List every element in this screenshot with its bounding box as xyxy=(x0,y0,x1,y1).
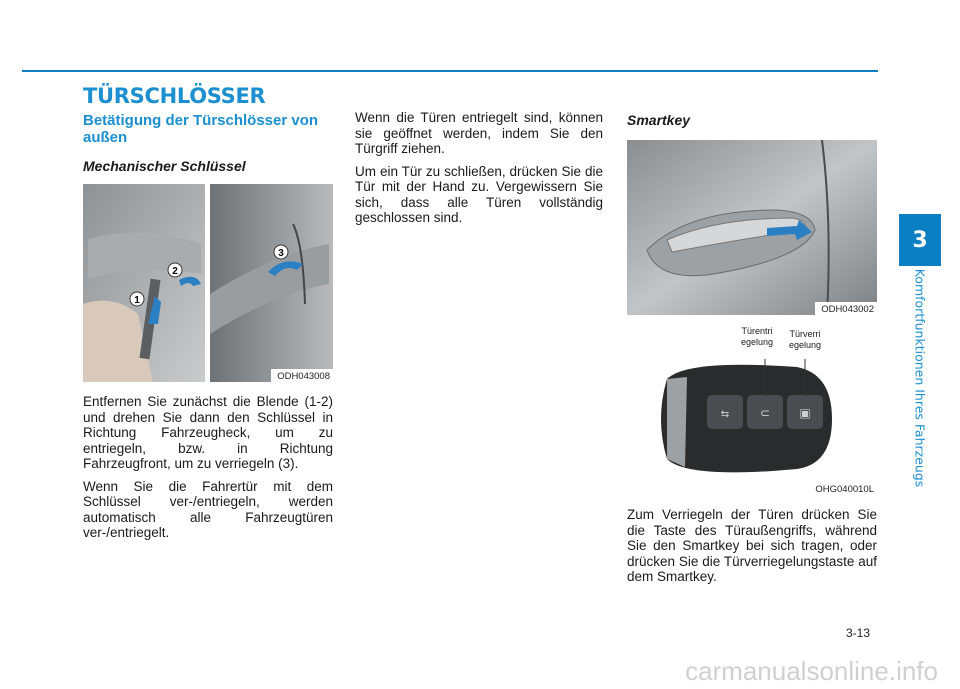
mechanical-key-illustration xyxy=(83,184,333,382)
callout-2-text: 2 xyxy=(172,266,178,277)
lock-icon: ▣ xyxy=(799,406,811,420)
unlock-icon: ⊂ xyxy=(759,406,771,420)
chapter-tab: 3 xyxy=(899,214,941,266)
left-heading: Betätigung der Türschlösser von außen xyxy=(83,112,319,146)
figure-label-odh043008: ODH043008 xyxy=(271,369,333,382)
smartkey-heading: Smartkey xyxy=(627,112,691,128)
door-handle-illustration xyxy=(627,140,877,315)
door-handle-figure xyxy=(627,140,877,315)
key-unlock-label: Türentri egelung xyxy=(740,326,774,347)
figure-label-ohg040010l: OHG040010L xyxy=(809,482,877,495)
left-paragraph-2: Wenn Sie die Fahrertür mit dem Schlüssel ver-/entriegeln, werden automatisch alle Fahrzeugtüren ver-/entriegelt. xyxy=(83,478,333,540)
left-column xyxy=(83,110,333,548)
middle-column xyxy=(355,110,603,233)
mechanical-key-figure xyxy=(83,184,333,382)
section-title: TÜRSCHLÖSSER xyxy=(83,84,266,108)
middle-paragraph-2: Um ein Tür zu schließen, drücken Sie die Tür mit der Hand zu. Vergewissern Sie sich, dass alle Türen vollständig geschlossen sind. xyxy=(355,163,603,225)
middle-paragraph-1: Wenn die Türen entriegelt sind, können sie geöffnet werden, indem Sie den Türgriff ziehen. xyxy=(355,110,603,156)
top-rule xyxy=(22,70,878,72)
trunk-icon: ⇆ xyxy=(720,409,730,420)
mechanical-key-heading: Mechanischer Schlüssel xyxy=(83,158,246,174)
smartkey-figure xyxy=(627,319,877,495)
key-lock-label: Türverri egelung xyxy=(788,329,822,350)
right-column xyxy=(627,110,877,592)
watermark: carmanualsonline.info xyxy=(685,656,938,686)
left-paragraph-1: Entfernen Sie zunächst die Blende (1-2) und drehen Sie dann den Schlüssel in Richtung Fahrzeugheck, um zu entriegeln, bzw. in Richtung Fahrzeugfront, um zu verriegeln (3). xyxy=(83,394,333,471)
callout-1-text: 1 xyxy=(134,295,140,306)
callout-3-text: 3 xyxy=(278,248,284,259)
figure-label-odh043002: ODH043002 xyxy=(815,302,877,315)
right-paragraph: Zum Verriegeln der Türen drücken Sie die Taste des Türaußengriffs, während Sie den Smartkey bei sich tragen, oder drücken Sie die Türverriegelungstaste auf dem Smartkey. xyxy=(627,507,877,584)
key-fob-chrome xyxy=(667,377,687,467)
chapter-side-text: Komfortfunktionen Ihres Fahrzeugs xyxy=(912,268,928,488)
left-body xyxy=(83,394,333,541)
page-number: 3-13 xyxy=(846,626,871,640)
